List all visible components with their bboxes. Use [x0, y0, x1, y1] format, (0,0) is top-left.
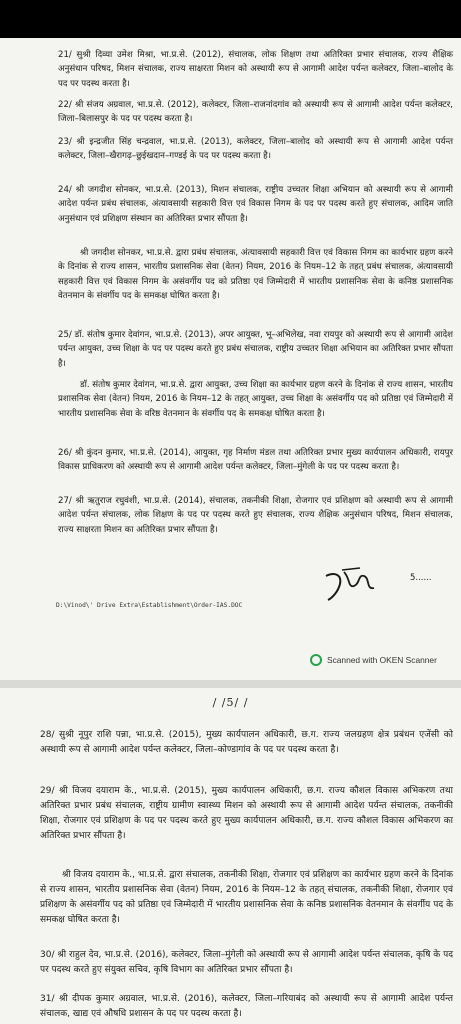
order-paragraph-21: 21/ सुश्री दिव्या उमेश मिश्रा, भा.प्र.से. (2012), संचालक, लोक शिक्षण तथा अतिरिक्त प्रभार संचालक, राज्य शैक्षिक अनुसंधान परिषद, मिशन संचालक, राज्य साक्षरता मिशन को अस्थायी रूप से आगामी आदेश पर्यन्त कलेक्टर, जिला–बालोद के पद पर पदस्थ करता है।	[58, 50, 453, 89]
scanner-logo-icon	[310, 654, 322, 666]
continued-page-number: 5......	[410, 573, 432, 583]
order-paragraph-22: 22/ श्री संजय अग्रवाल, भा.प्र.से. (2012), कलेक्टर, जिला–राजनांदगांव को अस्थायी रूप से आगामी आदेश पर्यन्त कलेक्टर, जिला–बिलासपुर के पद पर पदस्थ करता है।	[58, 100, 453, 125]
order-paragraph-24: 24/ श्री जगदीश सोनकर, भा.प्र.से. (2013), मिशन संचालक, राष्ट्रीय उच्चतर शिक्षा अभियान को अस्थायी रूप से आगामी आदेश पर्यन्त प्रबंध संचालक, अंत्यावसायी सहकारी वित्त एवं विकास निगम के पद पर पदस्थ करते हुए संचालक, आदिम जाति अनुसंधान एवं प्रशिक्षण संस्थान का अतिरिक्त प्रभार सौंपता है।	[58, 185, 453, 224]
scanner-watermark-text: Scanned with OKEN Scanner	[327, 655, 437, 665]
order-paragraph-26: 26/ श्री कुंदन कुमार, भा.प्र.से. (2014), आयुक्त, गृह निर्माण मंडल तथा अतिरिक्त प्रभार मुख्य कार्यपालन अधिकारी, रायपुर विकास प्राधिकरण को अस्थायी रूप से आगामी आदेश पर्यन्त कलेक्टर, जिला–मुंगेली के पद पर पदस्थ करता है।	[58, 448, 453, 473]
order-paragraph-25-note: डॉ. संतोष कुमार देवांगन, भा.प्र.से. द्वारा आयुक्त, उच्च शिक्षा का कार्यभार ग्रहण करने के दिनांक से राज्य शासन, भारतीय प्रशासनिक सेवा (वेतन) नियम, 2016 के नियम–12 के तहत् आयुक्त, उच्च शिक्षा के असंवर्गीय पद को प्रतिष्ठा एवं जिम्मेदारी में भारतीय प्रशासनिक सेवा के वरिष्ठ वेतनमान के संवर्गीय पद के समकक्ष घोषित करता है।	[58, 380, 453, 419]
page-divider	[0, 680, 461, 688]
order-paragraph-28: 28/ सुश्री नूपुर राशि पन्ना, भा.प्र.से. (2015), मुख्य कार्यपालन अधिकारी, छ.ग. राज्य जलग्रहण क्षेत्र प्रबंधन एजेंसी को अस्थायी रूप से आगामी आदेश पर्यन्त कलेक्टर, जिला–कोण्डागांव के पद पर पदस्थ करता है।	[40, 730, 453, 755]
order-paragraph-30: 30/ श्री राहुल देव, भा.प्र.से. (2016), कलेक्टर, जिला–मुंगेली को अस्थायी रूप से आगामी आदेश पर्यन्त संचालक, कृषि के पद पर पदस्थ करते हुए संयुक्त सचिव, कृषि विभाग का अतिरिक्त प्रभार सौंपता है।	[40, 950, 453, 975]
document-page-2	[0, 688, 461, 1024]
order-paragraph-27: 27/ श्री ऋतुराज रघुवंशी, भा.प्र.से. (2014), संचालक, तकनीकी शिक्षा, रोजगार एवं प्रशिक्षण को अस्थायी रूप से आगामी आदेश पर्यन्त संचालक, लोक शिक्षण के पद पर पदस्थ करते हुए संचालक, राज्य शैक्षिक अनुसंधान परिषद, मिशन संचालक, राज्य साक्षरता मिशन का अतिरिक्त प्रभार सौंपता है।	[58, 496, 453, 535]
order-paragraph-25: 25/ डॉ. संतोष कुमार देवांगन, भा.प्र.से. (2013), अपर आयुक्त, भू–अभिलेख, नवा रायपुर को अस्थायी रूप से आगामी आदेश पर्यन्त आयुक्त, उच्च शिक्षा के पद पर पदस्थ करते हुए प्रबंध संचालक, राष्ट्रीय उच्चतर शिक्षा अभियान का अतिरिक्त प्रभार सौंपता है।	[58, 330, 453, 369]
order-paragraph-23: 23/ श्री इन्द्रजीत सिंह चन्द्रवाल, भा.प्र.से. (2013), कलेक्टर, जिला–बालोद को अस्थायी रूप से आगामी आदेश पर्यन्त कलेक्टर, जिला–खैरागढ़–छुईखदान–गण्डई के पद पर पदस्थ करता है।	[58, 137, 453, 162]
order-paragraph-24-note: श्री जगदीश सोनकर, भा.प्र.से. द्वारा प्रबंध संचालक, अंत्यावसायी सहकारी वित्त एवं विकास निगम का कार्यभार ग्रहण करने के दिनांक से राज्य शासन, भारतीय प्रशासनिक सेवा (वेतन) नियम, 2016 के नियम–12 के तहत् प्रबंध संचालक, अंत्यावसायी सहकारी वित्त एवं विकास निगम के असंवर्गीय पद को प्रतिष्ठा एवं जिम्मेदारी में भारतीय प्रशासनिक सेवा के कनिष्ठ प्रशासनिक वेतनमान के संवर्गीय पद के समकक्ष घोषित करता है।	[58, 248, 453, 302]
order-paragraph-29-note: श्री विजय दयाराम के., भा.प्र.से. द्वारा संचालक, तकनीकी शिक्षा, रोजगार एवं प्रशिक्षण का कार्यभार ग्रहण करने के दिनांक से राज्य शासन, भारतीय प्रशासनिक सेवा (वेतन) नियम, 2016 के नियम–12 के तहत् संचालक, तकनीकी शिक्षा, रोजगार एवं प्रशिक्षण के असंवर्गीय पद को प्रतिष्ठा एवं जिम्मेदारी में भारतीय प्रशासनिक सेवा के कनिष्ठ प्रशासनिक वेतनमान के संवर्गीय पद के समकक्ष घोषित करता है।	[40, 870, 453, 925]
order-paragraph-31: 31/ श्री दीपक कुमार अग्रवाल, भा.प्र.से. (2016), कलेक्टर, जिला–गरियाबंद को अस्थायी रूप से आगामी आदेश पर्यन्त संचालक, खाद्य एवं औषधि प्रशासन के पद पर पदस्थ करता है।	[40, 994, 453, 1019]
signature-mark	[320, 564, 380, 604]
page-header-number: / /5/ /	[212, 696, 249, 709]
order-paragraph-29: 29/ श्री विजय दयाराम के., भा.प्र.से. (2015), मुख्य कार्यपालन अधिकारी, छ.ग. राज्य कौशल विकास अभिकरण तथा अतिरिक्त प्रभार प्रबंध संचालक, राष्ट्रीय ग्रामीण स्वास्थ्य मिशन को अस्थायी रूप से आगामी आदेश पर्यन्त संचालक, तकनीकी शिक्षा, रोजगार एवं प्रशिक्षण के पद पर पदस्थ करते हुए मुख्य कार्यपालन अधिकारी, छ.ग. राज्य कौशल विकास अभिकरण का अतिरिक्त प्रभार सौंपता है।	[40, 786, 453, 841]
scanner-watermark	[310, 654, 437, 666]
top-bar	[0, 0, 461, 38]
document-file-path: D:\Vinod\' Drive Extra\Establishment\Order-IAS.DOC	[56, 602, 243, 609]
document-page-1	[0, 38, 461, 680]
